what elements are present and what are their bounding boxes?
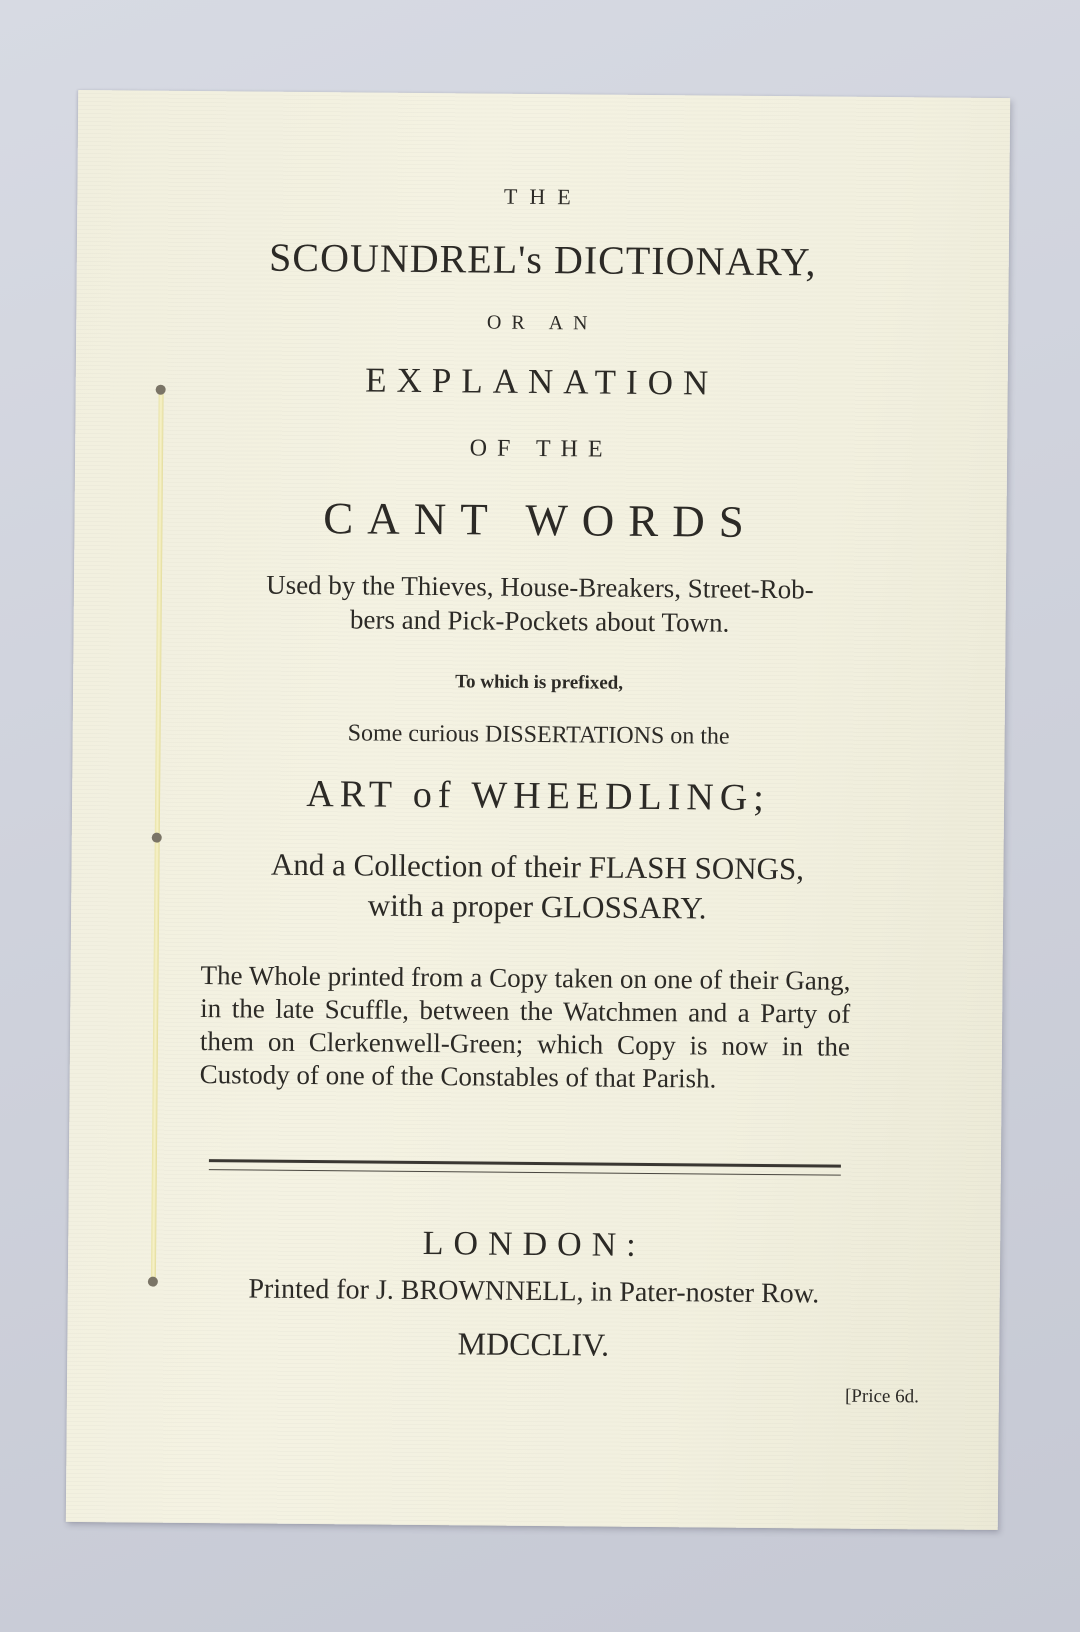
title-cant-words: CANT WORDS	[322, 493, 759, 547]
price-note: [Price 6d.	[844, 1385, 919, 1408]
double-rule-top	[209, 1159, 841, 1168]
title-of-the: OF THE	[469, 435, 613, 463]
stitch-hole-middle	[152, 833, 162, 843]
used-by-line-1: Used by the Thieves, House-Breakers, Street-Rob-	[266, 569, 814, 605]
used-by-line-2: bers and Pick-Pockets about Town.	[349, 604, 730, 638]
title-the: THE	[503, 183, 583, 210]
imprint-year: MDCCLIV.	[457, 1325, 610, 1363]
whole-printed-paragraph	[200, 959, 851, 1097]
title-or-an: OR AN	[486, 311, 598, 335]
imprint-london: LONDON:	[422, 1225, 646, 1264]
title-explanation: EXPLANATION	[365, 360, 719, 403]
dissertations-line: Some curious DISSERTATIONS on the	[347, 720, 730, 750]
art-of-wheedling: ART of WHEEDLING;	[306, 772, 771, 820]
collection-line-1: And a Collection of their FLASH SONGS,	[270, 846, 805, 887]
prefixed-line: To which is prefixed,	[455, 671, 624, 694]
imprint-printer: Printed for J. BROWNNELL, in Pater-noster Row.	[248, 1273, 820, 1310]
collection-line-2: with a proper GLOSSARY.	[367, 887, 707, 926]
whole-printed-text: The Whole printed from a Copy taken on one of their Gang, in the late Scuffle, between the Watchmen and a Party of them on Clerkenwell-Green; which Copy is now in the Custody of one of the Constables of that Parish.	[199, 960, 851, 1094]
main-title: SCOUNDREL's DICTIONARY,	[268, 234, 817, 285]
double-rule-bottom	[209, 1169, 841, 1176]
pamphlet-cover	[66, 90, 1010, 1530]
